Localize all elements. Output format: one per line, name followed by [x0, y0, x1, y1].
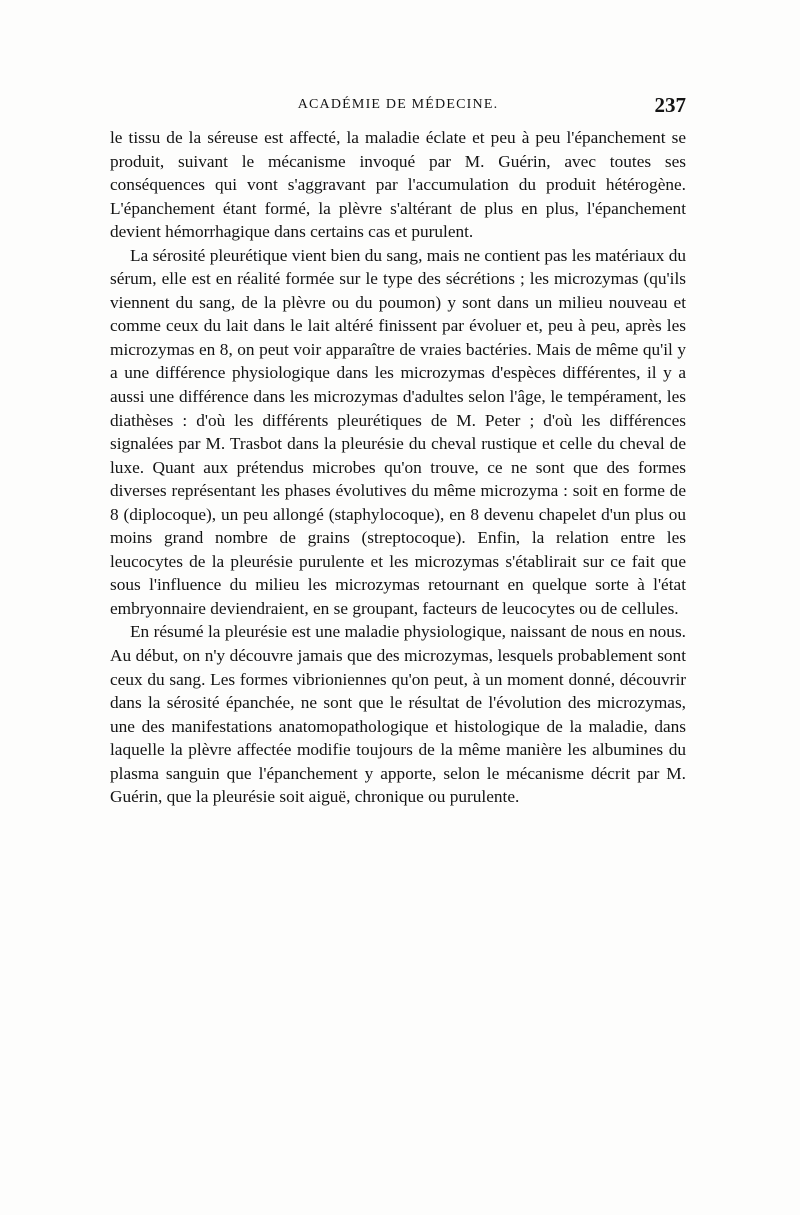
paragraph-continued: le tissu de la séreuse est affecté, la maladie éclate et peu à peu l'épanchement se produit, suivant le mécanisme invoqué par M. Guérin, avec toutes ses conséquences qui vont s'aggravant par l'accumulation du produit hétérogène. L'épanchement étant formé, la plèvre s'altérant de plus en plus, l'épanchement devient hémorrhagique dans certains cas et purulent.: [110, 128, 686, 242]
running-title: ACADÉMIE DE MÉDECINE.: [297, 97, 499, 112]
paragraph-serosite: La sérosité pleurétique vient bien du sang, mais ne contient pas les matériaux du sérum, elle est en réalité formée sur le type des sécrétions ; les microzymas (qu'ils viennent du sang, de la plèvre ou du poumon) y sont dans un milieu nouveau et comme ceux du lait dans le lait altéré finissent par évoluer et, peu à peu, après les microzymas en 8, on peut voir apparaître de vraies bactéries. Mais de même qu'il y a une différence physiologique dans les microzymas d'espèces différentes, il y a aussi une différence dans les microzymas d'adultes selon l'âge, le tempérament, les diathèses : d'où les différents pleurétiques de M. Peter ; d'où les différences signalées par M. Trasbot dans la pleurésie du cheval rustique et celle du cheval de luxe. Quant aux prétendus microbes qu'on trouve, ce ne sont que des formes diverses représentant les phases évolutives du même microzyma : soit en forme de 8 (diplocoque), un peu allongé (staphylocoque), en 8 devenu chapelet d'un plus ou moins grand nombre de grains (streptocoque). Enfin, la relation entre les leucocytes de la pleurésie purulente et les microzymas s'établirait sur ce fait que sous l'influence du milieu les microzymas retournant en quelque sorte à l'état embryonnaire deviendraient, en se groupant, facteurs de leucocytes ou de cellules.: [110, 245, 686, 618]
body-text: [110, 126, 686, 809]
paragraph-resume: En résumé la pleurésie est une maladie physiologique, naissant de nous en nous. Au début, on n'y découvre jamais que des microzymas, lesquels probablement sont ceux du sang. Les formes vibrioniennes qu'on peut, à un moment donné, découvrir dans la sérosité épanchée, ne sont que le résultat de l'évolution des microzymas, une des manifestations anatomopathologique et histologique de la maladie, dans laquelle la plèvre affectée modifie toujours de la même manière les albumines du plasma sanguin que l'épanchement y apporte, selon le mécanisme décrit par M. Guérin, que la pleurésie soit aiguë, chronique ou purulente.: [110, 622, 686, 807]
page-number: 237: [654, 93, 686, 117]
running-header: [110, 93, 686, 121]
